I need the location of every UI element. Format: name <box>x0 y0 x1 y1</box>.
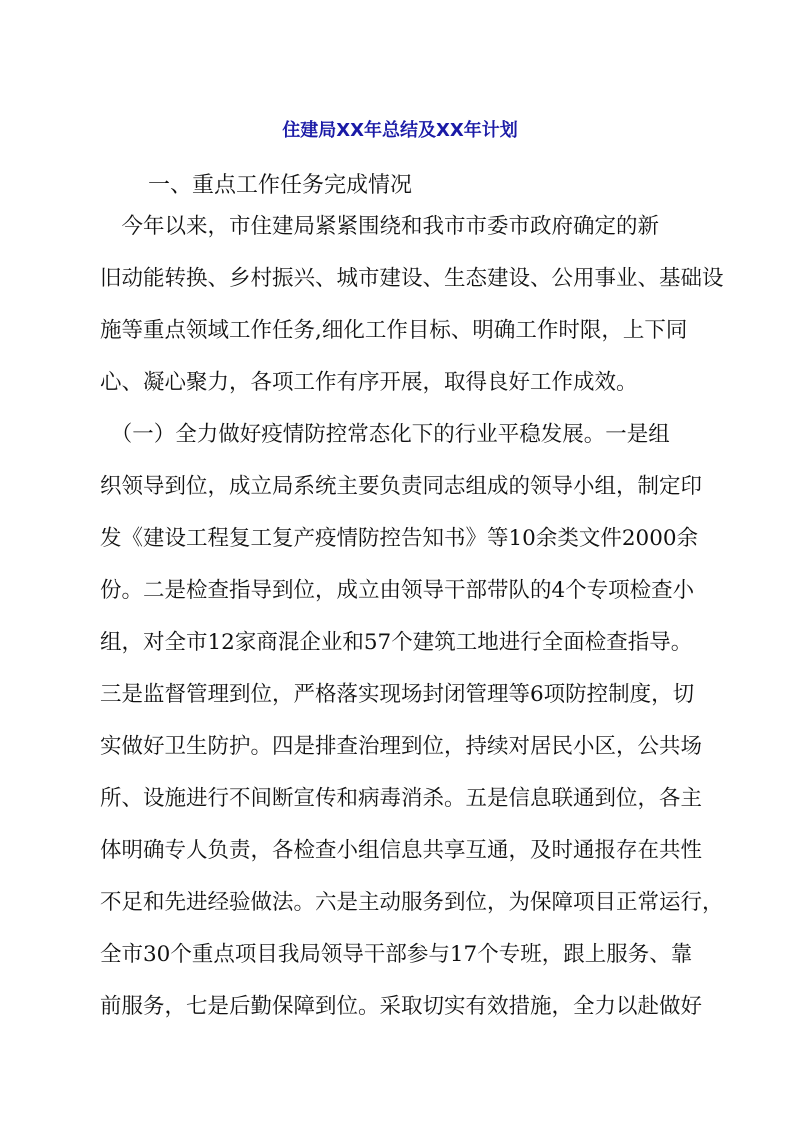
section-heading: 一、重点工作任务完成情况 <box>148 173 413 198</box>
paragraph-line: 发《建设工程复工复产疫情防控告知书》等10余类文件2000余 <box>100 526 699 551</box>
paragraph-line: 旧动能转换、乡村振兴、城市建设、生态建设、公用事业、基础设 <box>100 266 724 291</box>
paragraph-line: （一）全力做好疫情防控常态化下的行业平稳发展。一是组 <box>100 422 670 447</box>
paragraph-line: 前服务，七是后勤保障到位。采取切实有效措施，全力以赴做好 <box>100 994 703 1019</box>
paragraph-line: 织领导到位，成立局系统主要负责同志组成的领导小组，制定印 <box>100 474 703 499</box>
paragraph-line: 心、凝心聚力，各项工作有序开展，取得良好工作成效。 <box>100 370 638 395</box>
paragraph-line: 体明确专人负责，各检查小组信息共享互通，及时通报存在共性 <box>100 838 703 863</box>
paragraph-line: 组，对全市12家商混企业和57个建筑工地进行全面检查指导。 <box>100 630 693 655</box>
paragraph-line: 份。二是检查指导到位，成立由领导干部带队的4个专项检查小 <box>100 578 695 603</box>
paragraph-line: 施等重点领域工作任务,细化工作目标、明确工作时限，上下同 <box>100 318 688 343</box>
paragraph-line: 今年以来，市住建局紧紧围绕和我市市委市政府确定的新 <box>100 214 660 239</box>
paragraph-line: 实做好卫生防护。四是排查治理到位，持续对居民小区，公共场 <box>100 734 703 759</box>
paragraph-line: 三是监督管理到位，严格落实现场封闭管理等6项防控制度，切 <box>100 682 695 707</box>
paragraph-line: 不足和先进经验做法。六是主动服务到位，为保障项目正常运行， <box>100 890 724 915</box>
paragraph-line: 所、设施进行不间断宣传和病毒消杀。五是信息联通到位，各主 <box>100 786 703 811</box>
paragraph-line: 全市30个重点项目我局领导干部参与17个专班，跟上服务、靠 <box>100 942 693 967</box>
document-title: 住建局XX年总结及XX年计划 <box>282 120 518 141</box>
